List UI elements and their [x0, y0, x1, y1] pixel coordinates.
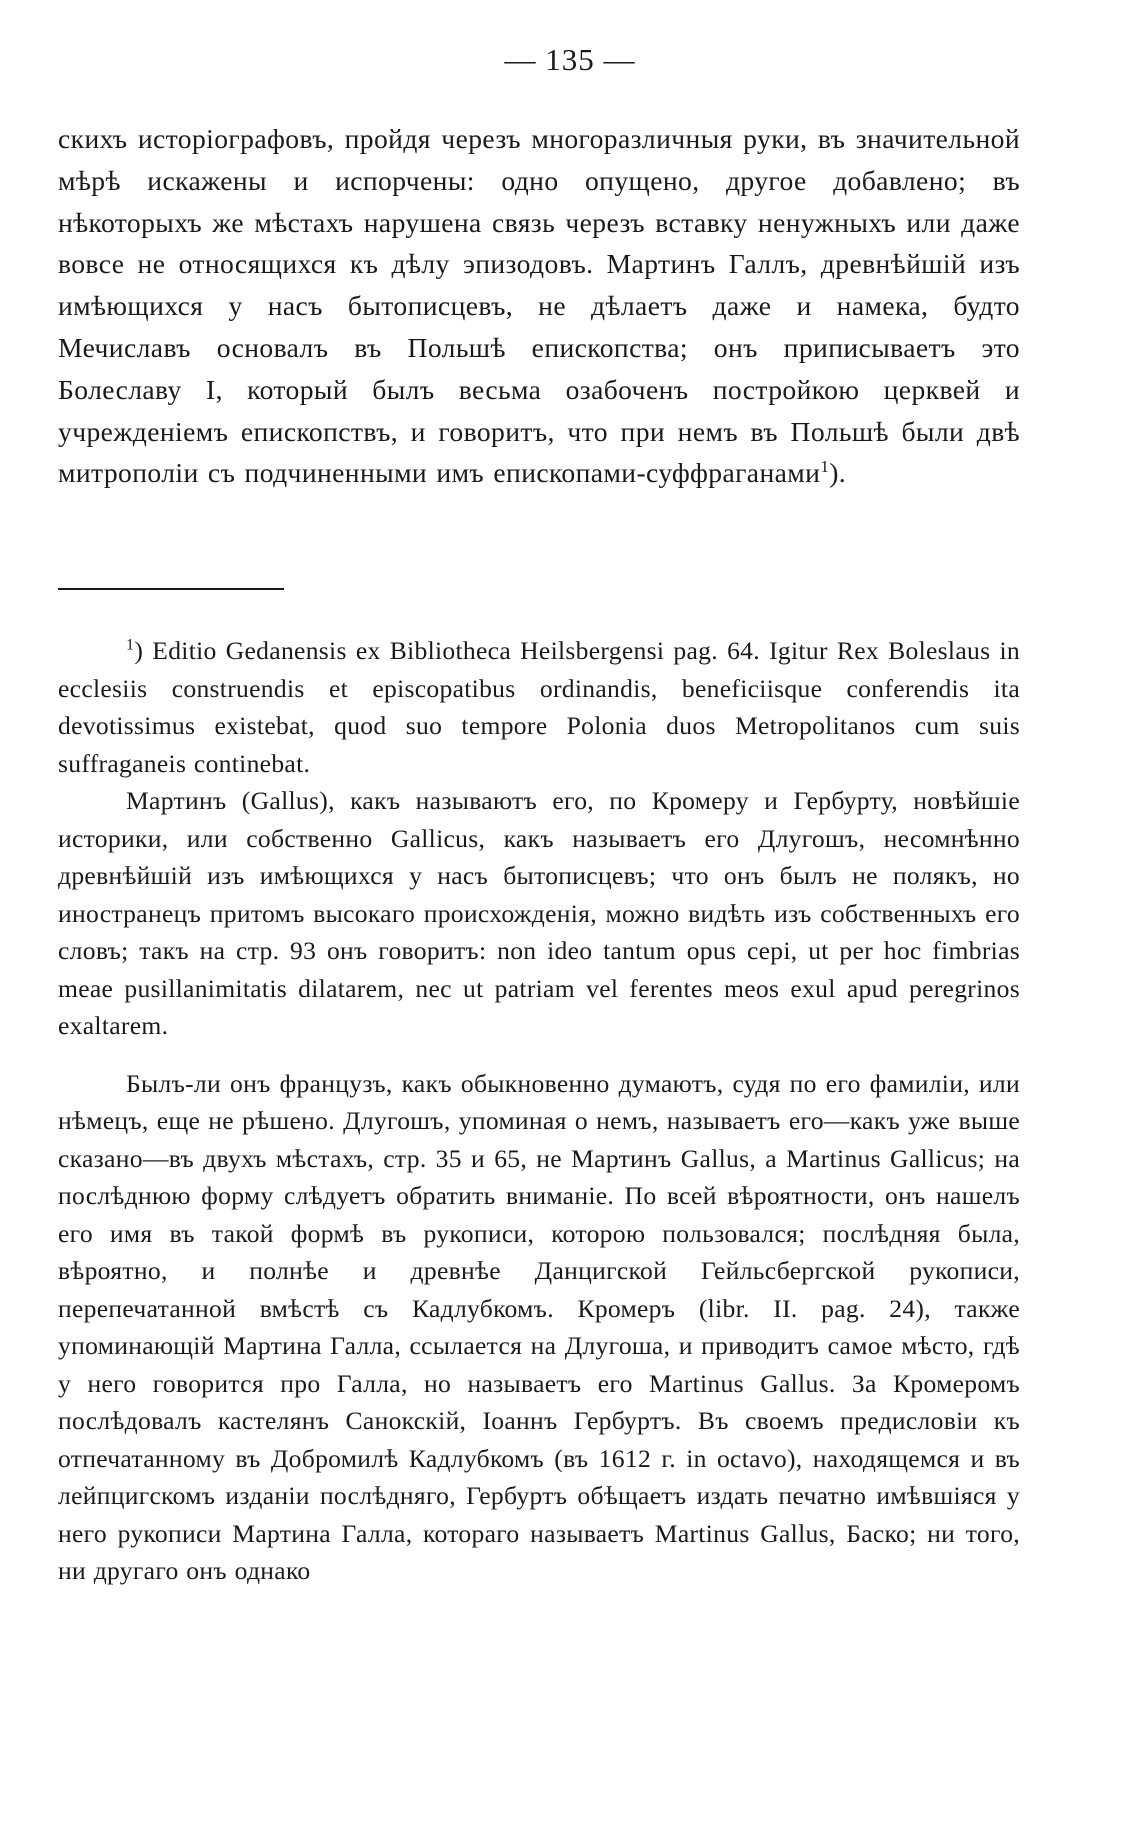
footnote-1-text: ) Editio Gedanensis ex Bibliotheca Heilsbergensi pag. 64. Igitur Rex Boleslaus in ecclesiis construendis et episcopatibus ordinandis, beneficiisque conferendis ita devotissimus existebat, quod suo tempore Polonia duos Metropolitanos cum suis suffraganeis continebat.: [58, 636, 1020, 778]
footnote-reference: 1: [820, 457, 830, 477]
footnote-marker: 1: [126, 636, 135, 654]
main-text: [58, 118, 1020, 494]
main-paragraph: [58, 118, 1020, 494]
main-paragraph-text: скихъ исторіографовъ, пройдя черезъ многоразличныя руки, въ значительной мѣрѣ искажены и испорчены: одно опущено, другое добавлено; въ нѣкоторыхъ же мѣстахъ нарушена связь черезъ вставку ненужныхъ или даже вовсе не относящихся къ дѣлу эпизодовъ. Мартинъ Галлъ, древнѣйшій изъ имѣющихся у насъ бытописцевъ, не дѣлаетъ даже и намека, будто Мечиславъ основалъ въ Польшѣ епископства; онъ приписываетъ это Болеславу I, который былъ весьма озабоченъ постройкою церквей и учрежденіемъ епископствъ, и говоритъ, что при немъ въ Польшѣ были двѣ митрополіи съ подчиненными имъ епископами-суффраганами: [58, 123, 1020, 489]
footnote-divider: [58, 588, 284, 590]
footnote-1: [58, 632, 1020, 782]
footnotes: [58, 632, 1020, 1590]
page-number: — 135 —: [504, 42, 636, 77]
footnote-paragraph-2: Мартинъ (Gallus), какъ называютъ его, по Кромеру и Гербурту, новѣйшіе историки, или собственно Gallicus, какъ называетъ его Длугошъ, несомнѣнно древнѣйшій изъ имѣющихся у насъ бытописцевъ; что онъ былъ не полякъ, но иностранецъ притомъ высокаго происхожденія, можно видѣть изъ собственныхъ его словъ; такъ на стр. 93 онъ говоритъ: non ideo tantum opus cepi, ut per hoc fimbrias meae pusillanimitatis dilatarem, nec ut patriam vel ferentes meos exul apud peregrinos exaltarem.: [58, 786, 1020, 1040]
footnote-paragraph-3: Былъ-ли онъ французъ, какъ обыкновенно думаютъ, судя по его фамиліи, или нѣмецъ, еще не рѣшено. Длугошъ, упоминая о немъ, называетъ его—какъ уже выше сказано—въ двухъ мѣстахъ, стр. 35 и 65, не Мартинъ Gallus, а Martinus Gallicus; на послѣднюю форму слѣдуетъ обратить вниманіе. По всей вѣроятности, онъ нашелъ его имя въ такой формѣ въ рукописи, которою пользовался; послѣдняя была, вѣроятно, и полнѣе и древнѣе Данцигской Гейльсбергской рукописи, перепечатанной вмѣстѣ съ Кадлубкомъ. Кромеръ (libr. II. pag. 24), также упоминающій Мартина Галла, ссылается на Длугоша, и приводитъ самое мѣсто, гдѣ у него говорится про Галла, но называетъ его Martinus Gallus. За Кромеромъ послѣдовалъ кастелянъ Санокскій, Іоаннъ Гербуртъ. Въ своемъ предисловіи къ отпечатанному въ Добромилѣ Кадлубкомъ (въ 1612 г. in octavo), находящемся и въ лейпцигскомъ изданіи послѣдняго, Гербуртъ обѣщаетъ издать печатно имѣвшіяся у него рукописи Мартина Галла, котораго называетъ Martinus Gallus, Баско; ни того, ни другаго онъ однако: [58, 1068, 1020, 1585]
main-paragraph-end: ).: [829, 457, 847, 489]
